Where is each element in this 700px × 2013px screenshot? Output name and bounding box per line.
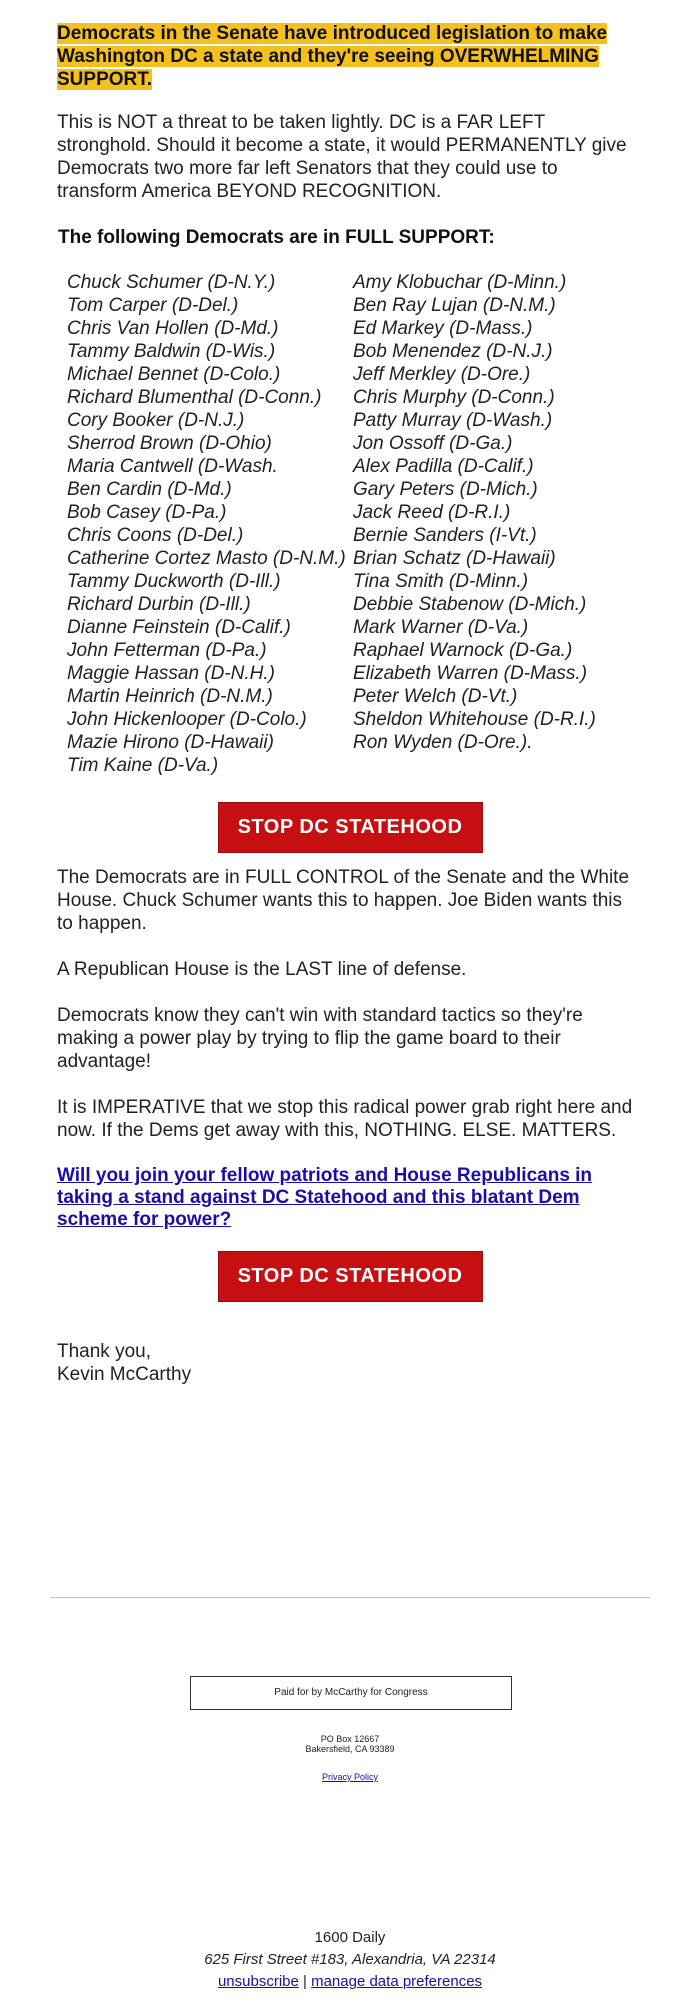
senator-item: Maria Cantwell (D-Wash. xyxy=(67,456,278,477)
footer-separator: | xyxy=(303,1973,307,1990)
senator-item: Bob Casey (D-Pa.) xyxy=(67,502,227,523)
senator-item: Chris Van Hollen (D-Md.) xyxy=(67,318,279,339)
imperative-paragraph: It is IMPERATIVE that we stop this radical power grab right here and now. If the Dems get away with this, NOTHING. ELSE. MATTERS. xyxy=(57,1097,633,1141)
senator-item: Dianne Feinstein (D-Calif.) xyxy=(67,617,291,638)
senator-item: Michael Bennet (D-Colo.) xyxy=(67,364,281,385)
signoff-name: Kevin McCarthy xyxy=(57,1364,192,1385)
divider xyxy=(50,1597,650,1598)
senator-item: Maggie Hassan (D-N.H.) xyxy=(67,663,275,684)
manage-preferences-link[interactable]: manage data preferences xyxy=(311,1973,483,1990)
unsubscribe-link[interactable]: unsubscribe xyxy=(217,1973,299,1990)
footer xyxy=(0,1927,700,1993)
senator-item: Jon Ossoff (D-Ga.) xyxy=(353,433,513,454)
senator-item: Chris Murphy (D-Conn.) xyxy=(353,387,555,408)
senator-item: Ed Markey (D-Mass.) xyxy=(353,318,533,339)
mailing-address xyxy=(0,1734,700,1754)
senator-item: Tina Smith (D-Minn.) xyxy=(353,571,529,592)
senator-item: Richard Blumenthal (D-Conn.) xyxy=(67,387,322,408)
senator-item: Ben Ray Lujan (D-N.M.) xyxy=(353,295,556,316)
email-body xyxy=(57,22,643,1386)
tactics-paragraph: Democrats know they can't win with standard tactics so they're making a power play by trying to flip the game board to their advantage! xyxy=(57,1005,583,1072)
senator-item: John Fetterman (D-Pa.) xyxy=(67,640,267,661)
senator-item: Cory Booker (D-N.J.) xyxy=(67,410,245,431)
stop-dc-statehood-button-bottom[interactable]: STOP DC STATEHOOD xyxy=(218,1251,483,1302)
senator-item: Ben Cardin (D-Md.) xyxy=(67,479,232,500)
senator-item: Bernie Sanders (I-Vt.) xyxy=(353,525,537,546)
footer-org: 1600 Daily xyxy=(314,1929,386,1946)
privacy-policy-link[interactable]: Privacy Policy xyxy=(321,1772,378,1782)
senator-item: Debbie Stabenow (D-Mich.) xyxy=(353,594,587,615)
support-heading: The following Democrats are in FULL SUPPORT: xyxy=(58,227,495,248)
senator-list xyxy=(67,271,643,777)
signoff-thanks: Thank you, xyxy=(57,1341,151,1362)
po-box: PO Box 12667 xyxy=(320,1734,380,1744)
senator-item: Chris Coons (D-Del.) xyxy=(67,525,244,546)
senator-item: Tom Carper (D-Del.) xyxy=(67,295,239,316)
senator-item: Chuck Schumer (D-N.Y.) xyxy=(67,272,276,293)
senator-item: Ron Wyden (D-Ore.). xyxy=(353,732,533,753)
senator-item: Jeff Merkley (D-Ore.) xyxy=(353,364,531,385)
stop-dc-statehood-button[interactable]: STOP DC STATEHOOD xyxy=(218,802,483,853)
senator-item: Patty Murray (D-Wash.) xyxy=(353,410,553,431)
senator-item: Jack Reed (D-R.I.) xyxy=(353,502,511,523)
senator-item: Brian Schatz (D-Hawaii) xyxy=(353,548,556,569)
senator-item: Peter Welch (D-Vt.) xyxy=(353,686,518,707)
city-line: Bakersfield, CA 93389 xyxy=(305,1744,395,1754)
senator-item: Martin Heinrich (D-N.M.) xyxy=(67,686,273,707)
senator-item: Raphael Warnock (D-Ga.) xyxy=(353,640,573,661)
senator-column-left xyxy=(67,271,353,777)
footer-street: 625 First Street #183, Alexandria, VA 22314 xyxy=(204,1951,496,1968)
footer-links xyxy=(0,1971,700,1993)
senator-item: Alex Padilla (D-Calif.) xyxy=(353,456,534,477)
senator-item: Amy Klobuchar (D-Minn.) xyxy=(353,272,567,293)
house-paragraph: A Republican House is the LAST line of defense. xyxy=(57,959,467,980)
senator-item: Elizabeth Warren (D-Mass.) xyxy=(353,663,588,684)
senator-item: Mazie Hirono (D-Hawaii) xyxy=(67,732,274,753)
intro-paragraph: This is NOT a threat to be taken lightly. DC is a FAR LEFT stronghold. Should it become a state, it would PERMANENTLY give Democrats two more far left Senators that they could use to transform America BEYOND RECOGNITION. xyxy=(57,112,627,202)
senator-item: Richard Durbin (D-Ill.) xyxy=(67,594,251,615)
senator-item: Sheldon Whitehouse (D-R.I.) xyxy=(353,709,596,730)
senator-item: Tammy Duckworth (D-Ill.) xyxy=(67,571,281,592)
senator-item: John Hickenlooper (D-Colo.) xyxy=(67,709,307,730)
button-row-bottom xyxy=(57,1251,643,1302)
senator-item: Gary Peters (D-Mich.) xyxy=(353,479,538,500)
senator-item: Mark Warner (D-Va.) xyxy=(353,617,529,638)
senator-item: Catherine Cortez Masto (D-N.M.) xyxy=(67,548,346,569)
privacy-row xyxy=(0,1772,700,1782)
cta-link[interactable]: Will you join your fellow patriots and House Republicans in taking a stand against DC Statehood and this blatant Dem scheme for power? xyxy=(57,1165,593,1230)
senator-item: Tim Kaine (D-Va.) xyxy=(67,755,219,776)
senator-item: Tammy Baldwin (D-Wis.) xyxy=(67,341,276,362)
headline-text: Democrats in the Senate have introduced legislation to make Washington DC a state and they're seeing OVERWHELMING SUPPORT. xyxy=(57,23,608,90)
button-row-top xyxy=(57,802,643,853)
senator-item: Sherrod Brown (D-Ohio) xyxy=(67,433,272,454)
senator-item: Bob Menendez (D-N.J.) xyxy=(353,341,553,362)
headline xyxy=(57,22,643,91)
senator-column-right xyxy=(353,271,633,777)
control-paragraph: The Democrats are in FULL CONTROL of the Senate and the White House. Chuck Schumer wants this to happen. Joe Biden wants this to happen. xyxy=(57,867,630,934)
paid-for-box: Paid for by McCarthy for Congress xyxy=(190,1676,512,1710)
